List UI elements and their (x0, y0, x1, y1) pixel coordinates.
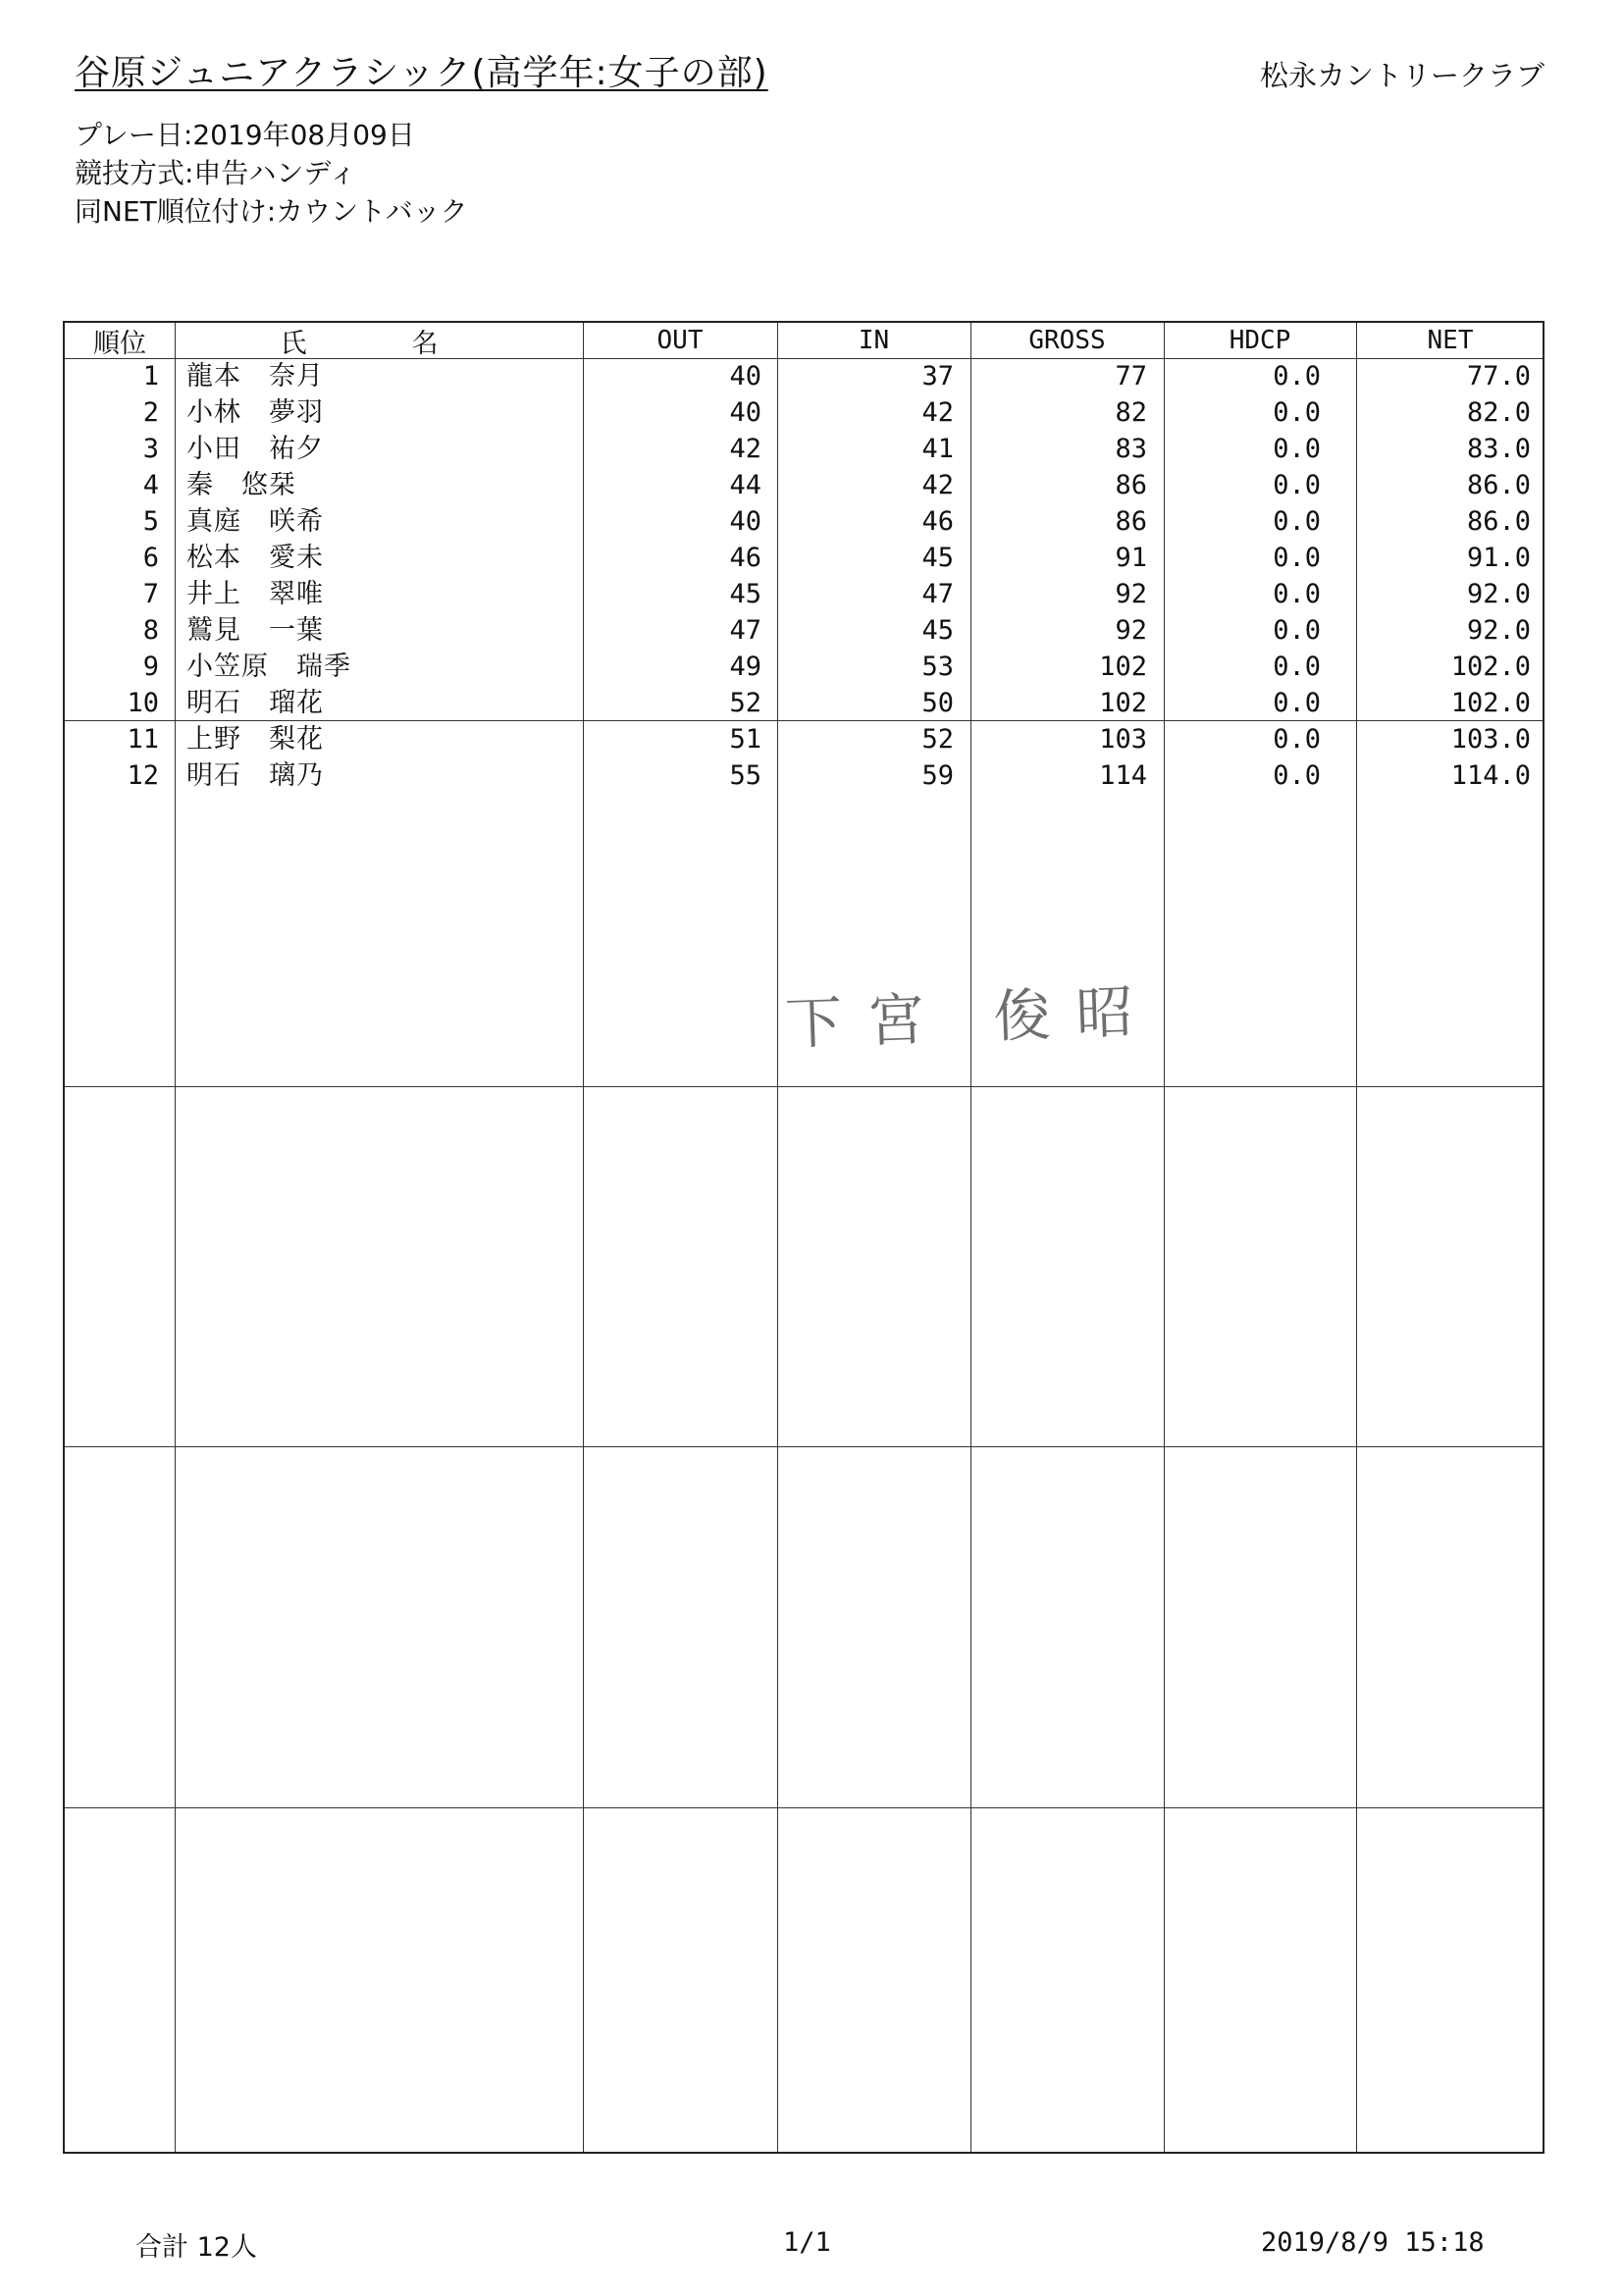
rank-cell: 7 (142, 579, 159, 609)
out-cell: 45 (729, 579, 761, 609)
net-cell: 103.0 (1450, 724, 1531, 755)
rank-cell: 11 (127, 724, 159, 755)
in-cell: 59 (921, 760, 954, 791)
net-cell: 102.0 (1450, 652, 1531, 682)
name-cell: 松本 愛未 (186, 543, 324, 573)
play-date: プレー日:2019年08月09日 (75, 119, 415, 151)
net-cell: 82.0 (1466, 397, 1531, 428)
hdcp-cell: 0.0 (1273, 652, 1321, 682)
hdcp-cell: 0.0 (1273, 397, 1321, 428)
in-cell: 45 (921, 615, 954, 646)
gross-cell: 92 (1115, 615, 1147, 646)
hdcp-cell: 0.0 (1273, 470, 1321, 500)
out-cell: 40 (729, 506, 761, 537)
rank-cell: 12 (127, 760, 159, 791)
footer-total: 合計 12人 (135, 2232, 257, 2263)
gross-cell: 86 (1115, 470, 1147, 500)
column-header-name: 氏 名 (280, 328, 478, 359)
rank-cell: 10 (127, 688, 159, 718)
rank-cell: 4 (142, 470, 159, 500)
in-cell: 50 (921, 688, 954, 718)
in-cell: 46 (921, 506, 954, 537)
gross-cell: 83 (1115, 434, 1147, 464)
column-header-net: NET (1427, 326, 1474, 355)
gross-cell: 102 (1099, 652, 1147, 682)
handwritten-signature: 下宮 俊昭 (784, 977, 1160, 1058)
section-divider (65, 1807, 1543, 1808)
footer-page-number: 1/1 (783, 2227, 831, 2258)
column-header-in: IN (858, 326, 890, 355)
hdcp-cell: 0.0 (1273, 579, 1321, 609)
name-cell: 小田 祐夕 (186, 434, 324, 464)
section-divider (65, 1446, 1543, 1447)
gross-cell: 102 (1099, 688, 1147, 718)
out-cell: 47 (729, 615, 761, 646)
name-cell: 井上 翠唯 (186, 579, 324, 609)
out-cell: 40 (729, 397, 761, 428)
out-cell: 44 (729, 470, 761, 500)
rank-cell: 1 (142, 361, 159, 391)
out-cell: 42 (729, 434, 761, 464)
in-cell: 53 (921, 652, 954, 682)
table-row (65, 685, 1543, 721)
column-header-hdcp: HDCP (1229, 326, 1291, 355)
gross-cell: 103 (1099, 724, 1147, 755)
table-row (65, 467, 1543, 503)
rank-cell: 5 (142, 506, 159, 537)
hdcp-cell: 0.0 (1273, 434, 1321, 464)
in-cell: 41 (921, 434, 954, 464)
out-cell: 49 (729, 652, 761, 682)
rank-cell: 3 (142, 434, 159, 464)
in-cell: 47 (921, 579, 954, 609)
in-cell: 42 (921, 470, 954, 500)
table-row (65, 431, 1543, 467)
results-table (63, 321, 1544, 2154)
table-row (65, 394, 1543, 431)
net-cell: 86.0 (1466, 470, 1531, 500)
net-cell: 86.0 (1466, 506, 1531, 537)
name-cell: 明石 璃乃 (186, 760, 324, 791)
out-cell: 46 (729, 543, 761, 573)
net-cell: 83.0 (1466, 434, 1531, 464)
table-row (65, 503, 1543, 540)
out-cell: 55 (729, 760, 761, 791)
name-cell: 龍本 奈月 (186, 361, 324, 391)
gross-cell: 114 (1099, 760, 1147, 791)
table-row (65, 721, 1543, 757)
rank-cell: 2 (142, 397, 159, 428)
hdcp-cell: 0.0 (1273, 724, 1321, 755)
column-header-out: OUT (656, 326, 704, 355)
gross-cell: 77 (1115, 361, 1147, 391)
net-cell: 102.0 (1450, 688, 1531, 718)
rank-cell: 6 (142, 543, 159, 573)
name-cell: 小林 夢羽 (186, 397, 324, 428)
net-cell: 92.0 (1466, 579, 1531, 609)
name-cell: 明石 瑠花 (186, 688, 324, 718)
hdcp-cell: 0.0 (1273, 688, 1321, 718)
in-cell: 52 (921, 724, 954, 755)
rank-cell: 8 (142, 615, 159, 646)
name-cell: 真庭 咲希 (186, 506, 324, 537)
table-row (65, 358, 1543, 394)
gross-cell: 92 (1115, 579, 1147, 609)
tiebreak-rule: 同NET順位付け:カウントバック (75, 195, 468, 228)
table-row (65, 576, 1543, 612)
table-row (65, 649, 1543, 685)
table-row (65, 757, 1543, 794)
out-cell: 52 (729, 688, 761, 718)
name-cell: 小笠原 瑞季 (186, 652, 351, 682)
club-name: 松永カントリークラブ (1259, 59, 1544, 92)
table-row (65, 612, 1543, 649)
section-divider (65, 1086, 1543, 1087)
name-cell: 上野 梨花 (186, 724, 324, 755)
net-cell: 92.0 (1466, 615, 1531, 646)
competition-format: 競技方式:申告ハンディ (75, 157, 357, 189)
net-cell: 114.0 (1450, 760, 1531, 791)
hdcp-cell: 0.0 (1273, 615, 1321, 646)
out-cell: 51 (729, 724, 761, 755)
in-cell: 42 (921, 397, 954, 428)
hdcp-cell: 0.0 (1273, 361, 1321, 391)
in-cell: 37 (921, 361, 954, 391)
page-title: 谷原ジュニアクラシック(高学年:女子の部) (75, 53, 768, 93)
gross-cell: 91 (1115, 543, 1147, 573)
net-cell: 77.0 (1466, 361, 1531, 391)
hdcp-cell: 0.0 (1273, 543, 1321, 573)
gross-cell: 86 (1115, 506, 1147, 537)
name-cell: 秦 悠栞 (186, 470, 296, 500)
in-cell: 45 (921, 543, 954, 573)
table-row (65, 540, 1543, 576)
hdcp-cell: 0.0 (1273, 760, 1321, 791)
out-cell: 40 (729, 361, 761, 391)
name-cell: 鷲見 一葉 (186, 615, 324, 646)
column-header-gross: GROSS (1028, 326, 1106, 355)
meta-block (75, 116, 468, 231)
gross-cell: 82 (1115, 397, 1147, 428)
hdcp-cell: 0.0 (1273, 506, 1321, 537)
column-header-rank: 順位 (93, 328, 146, 359)
rank-cell: 9 (142, 652, 159, 682)
footer-datetime: 2019/8/9 15:18 (1261, 2227, 1485, 2258)
net-cell: 91.0 (1466, 543, 1531, 573)
